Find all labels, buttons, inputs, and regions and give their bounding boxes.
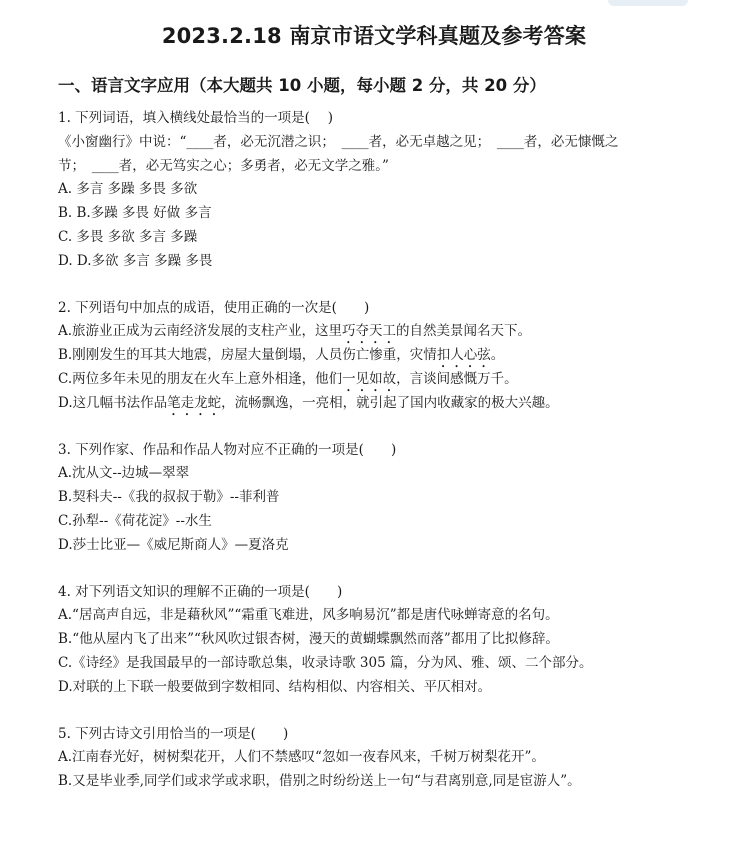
question-4-option-d: D.对联的上下联一般要做到字数相同、结构相似、内容相关、平仄相对。: [58, 678, 492, 695]
top-tab-decoration: [608, 0, 688, 6]
option-text: 。: [490, 347, 505, 364]
question-1: [58, 107, 718, 274]
dotted-idiom: 笔走龙蛇: [167, 394, 222, 411]
question-1-passage-line-1: 《小窗幽行》中说：“____者，必无沉潜之识； ____者，必无卓越之见； ____者，必无慷慨之: [58, 133, 619, 150]
question-list: [58, 107, 718, 817]
question-2: [58, 297, 718, 416]
question-1-stem: 1. 下列词语，填入横线处最恰当的一项是( ): [58, 110, 333, 126]
option-text: 的自然美景闻名天下。: [396, 323, 532, 340]
question-4-stem: 4. 对下列语文知识的理解不正确的一项是( ): [58, 583, 343, 600]
question-1-option-c: C. 多畏 多欲 多言 多躁: [58, 228, 198, 245]
dotted-idiom: 扣人心弦: [436, 347, 491, 364]
section-heading: 一、语言文字应用（本大题共 10 小题，每小题 2 分，共 20 分）: [58, 76, 546, 95]
question-5: [58, 723, 718, 794]
question-1-option-b: B. B.多躁 多畏 好做 多言: [58, 205, 212, 222]
page-title: 2023.2.18 南京市语文学科真题及参考答案: [161, 24, 587, 48]
question-2-option-c: [58, 368, 718, 392]
question-5-option-b: B.又是毕业季,同学们或求学或求职，借别之时纷纷送上一句“与君离别意,同是宦游人”。: [58, 773, 581, 790]
question-4-option-c: C.《诗经》是我国最早的一部诗歌总集，收录诗歌 305 篇，分为风、雅、颂、二个部分。: [58, 654, 593, 671]
dotted-idiom: 巧夺天工: [342, 323, 397, 340]
option-text: ，流畅飘逸，一亮相，就引起了国内收藏家的极大兴趣。: [221, 394, 559, 411]
option-text: B.刚刚发生的耳其大地震，房屋大量倒塌，人员伤亡惨重，灾情: [58, 347, 437, 364]
question-3-option-a: A.沈从文--边城—翠翠: [58, 465, 190, 482]
option-text: ，言谈间感慨万千。: [396, 370, 518, 387]
question-4-option-a: A.“居高声自远，非是藉秋风”“霜重飞难进，风多响易沉”都是唐代咏蝉寄意的名句。: [58, 607, 559, 624]
question-5-option-a: A.江南春光好，树树梨花开，人们不禁感叹“忽如一夜春风来，千树万树梨花开”。: [58, 749, 545, 766]
question-1-option-a: A. 多言 多躁 多畏 多欲: [58, 181, 198, 198]
question-3-option-d: D.莎士比亚—《威尼斯商人》—夏洛克: [58, 536, 289, 553]
question-3-stem: 3. 下列作家、作品和作品人物对应不正确的一项是( ): [58, 441, 397, 458]
question-4-option-b: B.“他从屋内飞了出来”“秋风吹过银杏树，漫天的黄蝴蝶飘然而落”都用了比拟修辞。: [58, 631, 559, 648]
question-2-option-d: [58, 392, 718, 416]
question-5-stem: 5. 下列古诗文引用恰当的一项是( ): [58, 725, 289, 742]
question-2-option-a: [58, 320, 718, 344]
question-3: [58, 439, 718, 558]
dotted-idiom: 一见如故: [342, 370, 397, 387]
option-text: C.两位多年未见的朋友在火车上意外相逢，他们: [58, 370, 343, 387]
question-2-option-b: [58, 344, 718, 368]
question-1-passage-line-2: 节； ____者，必无笃实之心；多勇者，必无文学之雅。”: [58, 157, 389, 174]
question-1-option-d: D. D.多欲 多言 多躁 多畏: [58, 252, 213, 269]
question-3-option-b: B.契科夫--《我的叔叔于勒》--菲利普: [58, 489, 280, 506]
question-4: [58, 581, 718, 700]
question-2-stem: 2. 下列语句中加点的成语，使用正确的一次是( ): [58, 299, 370, 316]
option-text: D.这几幅书法作品: [58, 394, 168, 411]
option-text: A.旅游业正成为云南经济发展的支柱产业，这里: [58, 323, 343, 340]
question-3-option-c: C.孙犁--《荷花淀》--水生: [58, 512, 212, 529]
